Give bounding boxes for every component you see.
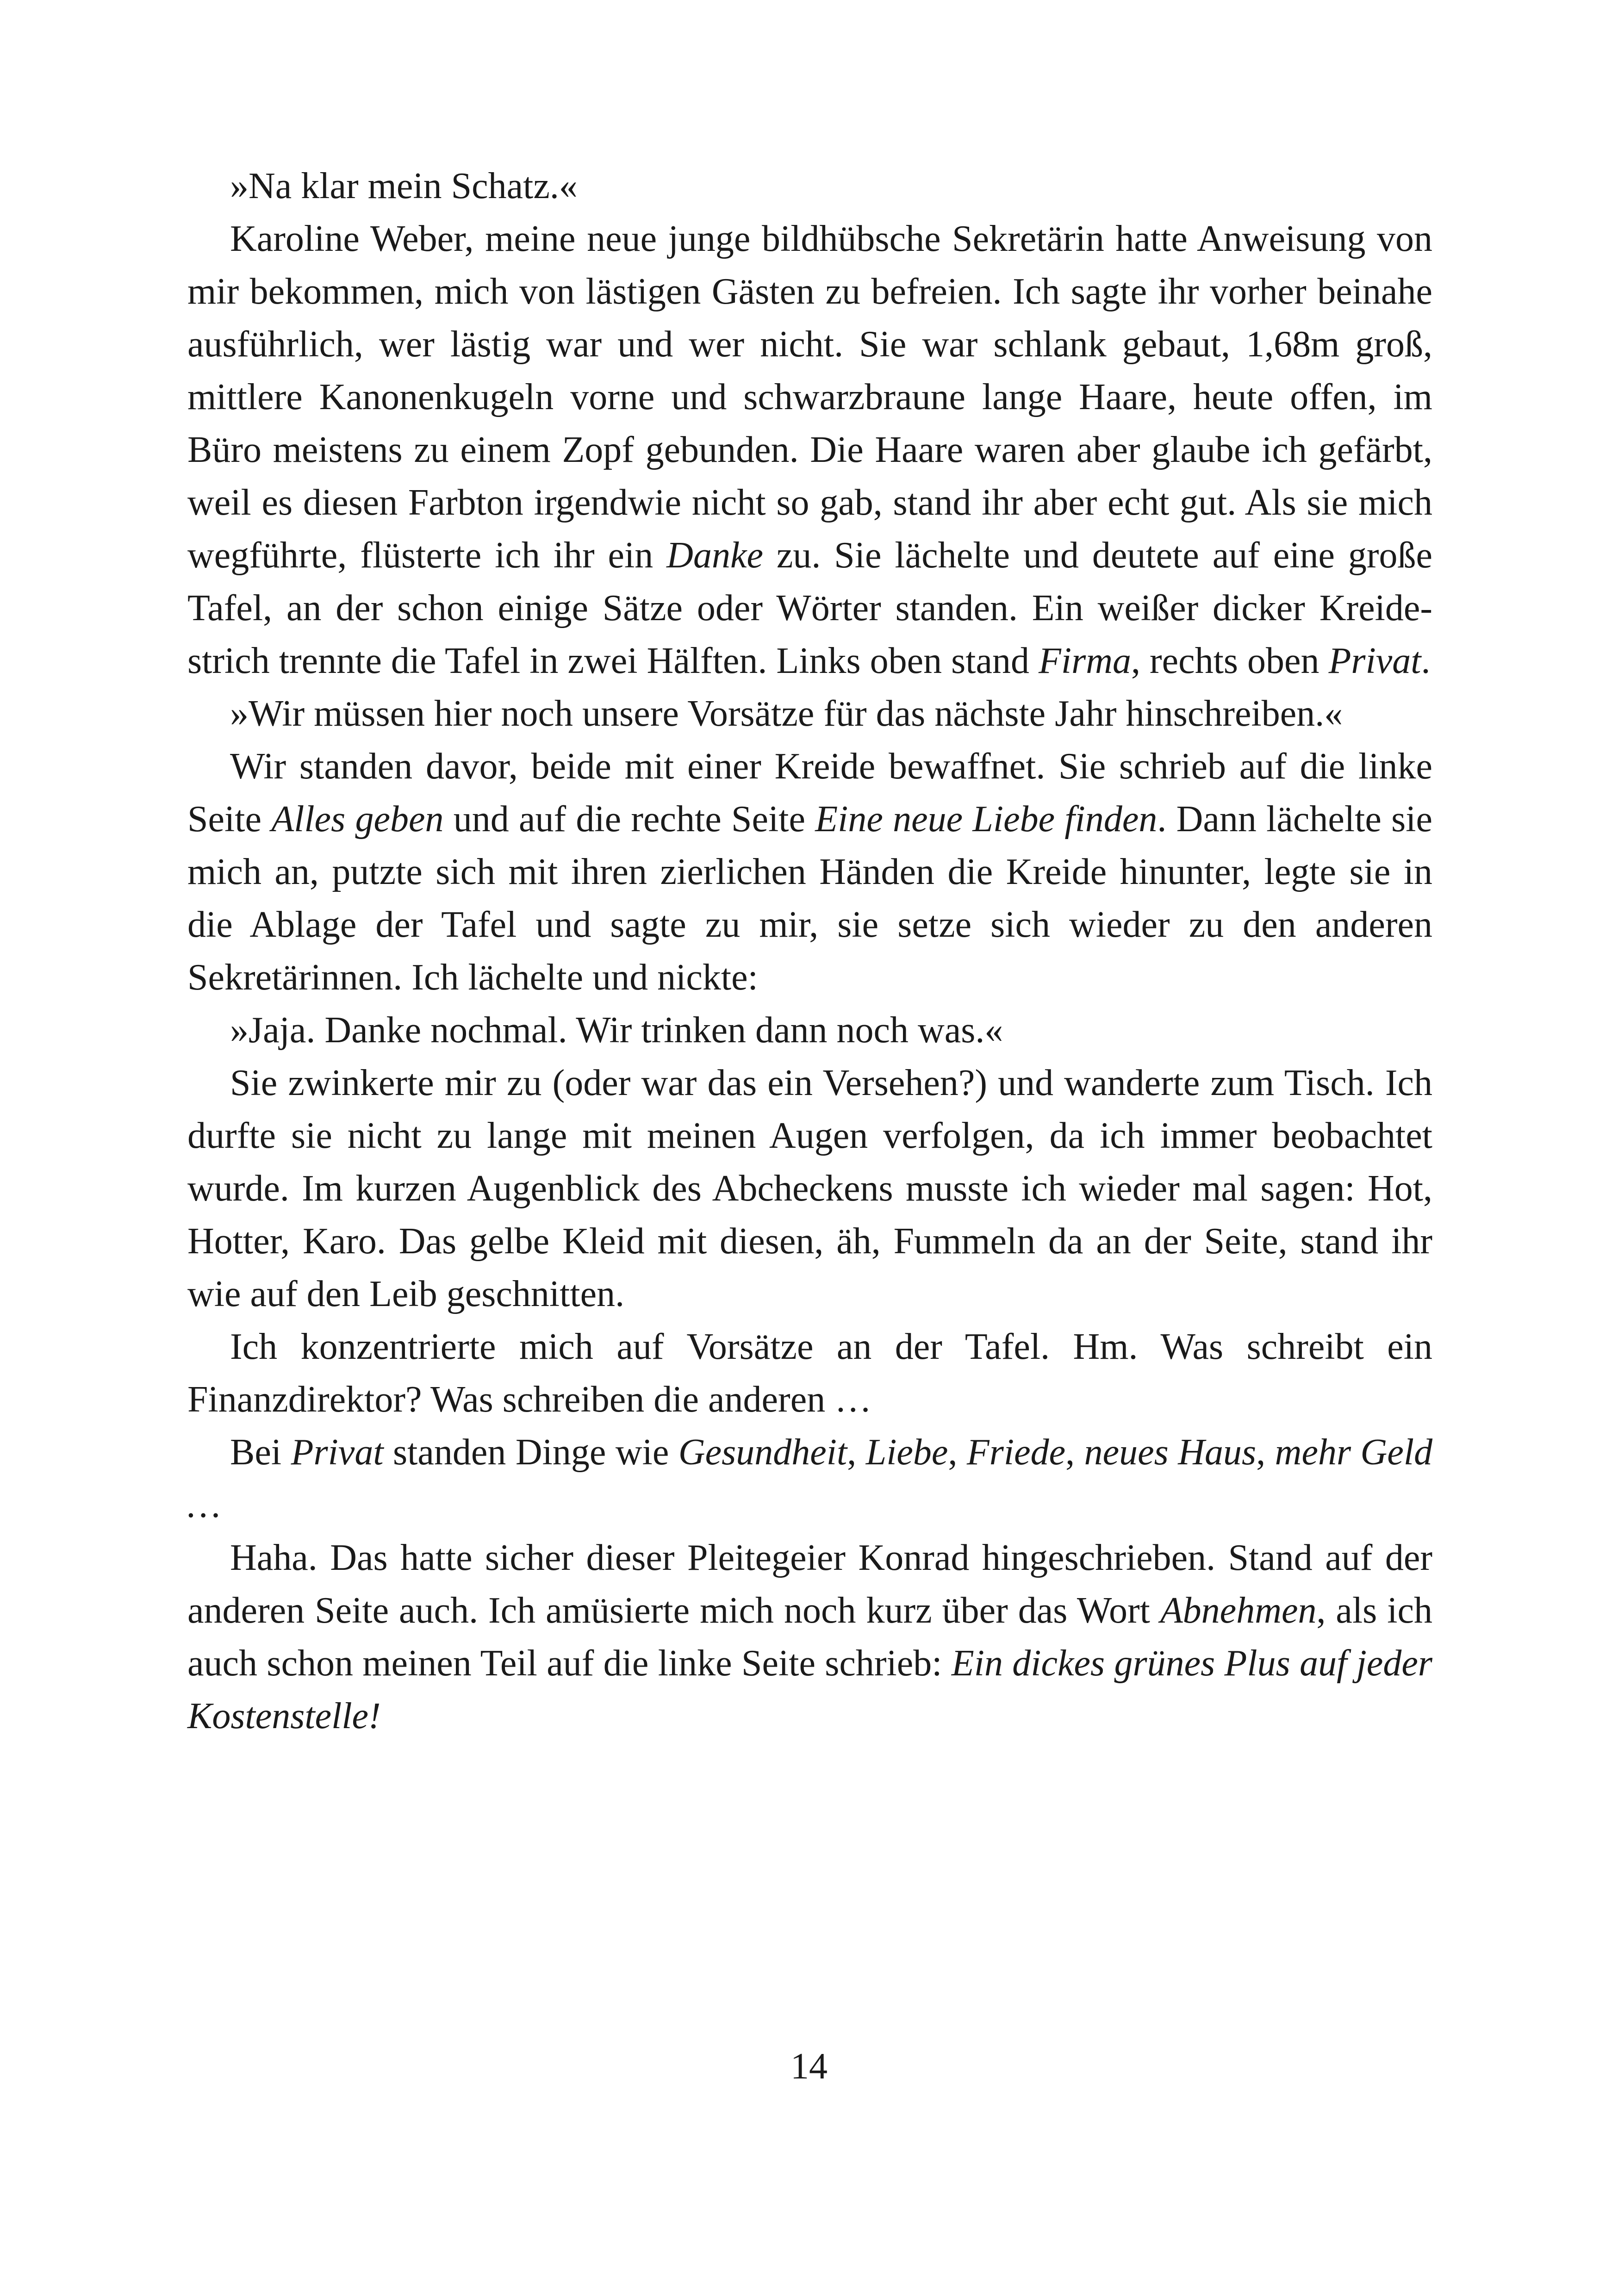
italic-text-segment: mehr Geld … (187, 1432, 1433, 1525)
italic-text-segment: Friede (966, 1432, 1066, 1473)
text-segment: Sie zwinkerte mir zu (oder war das ein Versehen?) und wanderte zum Tisch. Ich durfte sie nicht zu lange mit meinen Augen verfolgen, da ich immer beobachtet wurde. Im kurzen Augenblick des Abcheckens musste ich wieder mal sagen: Hot, Hotter, Karo. Das gelbe Kleid mit diesen, äh, Fummeln da an der Seite, stand ihr wie auf den Leib geschnitten. (187, 1063, 1432, 1314)
text-segment: , (1256, 1432, 1275, 1473)
paragraph (187, 1320, 1432, 1426)
paragraph (187, 1531, 1432, 1742)
italic-text-segment: Privat (291, 1432, 384, 1473)
paragraph (187, 1004, 1432, 1057)
text-segment: standen Dinge wie (383, 1432, 678, 1473)
italic-text-segment: Ein dickes grünes Plus auf jeder Kostenstelle! (187, 1643, 1433, 1736)
text-segment: , (847, 1432, 866, 1473)
text-segment: , rechts oben (1131, 641, 1329, 681)
paragraph (187, 740, 1432, 1004)
text-segment: »Jaja. Danke nochmal. Wir trinken dann noch was.« (230, 1010, 1003, 1051)
text-segment: . Dann lächelte sie mich an, putzte sich mit ihren zierlichen Händen die Kreide hinunter, legte sie in die Ablage der Tafel und sagte zu mir, sie setze sich wieder zu den anderen Sekretärinnen. Ich lächelte und nickte: (187, 799, 1433, 998)
italic-text-segment: Danke (666, 535, 763, 576)
text-segment: Bei (230, 1432, 291, 1473)
italic-text-segment: Liebe (865, 1432, 948, 1473)
text-segment: Ich konzentrierte mich auf Vorsätze an der Tafel. Hm. Was schreibt ein Finanzdirektor? Was schreiben die anderen … (187, 1326, 1432, 1420)
text-segment: , (948, 1432, 967, 1473)
italic-text-segment: Privat (1328, 641, 1421, 681)
italic-text-segment: Alles geben (271, 799, 444, 840)
paragraph (187, 1426, 1432, 1531)
text-segment: »Na klar mein Schatz.« (230, 166, 578, 206)
text-segment: »Wir müssen hier noch unsere Vorsätze für das nächste Jahr hinschreiben.« (230, 693, 1343, 734)
page-number: 14 (790, 2046, 828, 2087)
italic-text-segment: Eine neue Liebe finden (815, 799, 1157, 840)
body-text (187, 160, 1432, 1742)
italic-text-segment: Abnehmen (1160, 1590, 1317, 1631)
text-segment: Haha. Das hatte sicher dieser Pleitegeier Konrad hingeschrieben. Stand auf der anderen Seite auch. Ich amüsierte mich noch kurz über das Wort (187, 1537, 1432, 1631)
italic-text-segment: neues Haus (1084, 1432, 1257, 1473)
italic-text-segment: Firma (1039, 641, 1132, 681)
text-segment: , (1065, 1432, 1084, 1473)
italic-text-segment: Gesundheit (678, 1432, 847, 1473)
text-segment: und auf die rechte Seite (443, 799, 815, 840)
paragraph (187, 160, 1432, 212)
text-segment: Karoline Weber, meine neue junge bildhübsche Sekretärin hatte Anweisung von mir bekommen, mich von lästigen Gästen zu befreien. Ich sagte ihr vorher beinahe ausführlich, wer lästig war und wer nicht. Sie war schlank gebaut, 1,68m groß, mittlere Kanonenkugeln vorne und schwarzbraune lange Haare, heute offen, im Büro meistens zu einem Zopf gebunden. Die Haare waren aber glaube ich gefärbt, weil es diesen Farbton irgendwie nicht so gab, stand ihr aber echt gut. Als sie mich wegführte, flüsterte ich ihr ein (187, 218, 1432, 576)
text-segment: Wir standen davor, beide mit einer Kreide bewaffnet. Sie schrieb auf die linke Seite (187, 746, 1432, 840)
text-segment: . (1421, 641, 1431, 681)
text-segment: , als ich auch schon meinen Teil auf die linke Seite schrieb: (187, 1590, 1432, 1684)
text-segment: zu. Sie lächelte und deutete auf eine große Tafel, an der schon einige Sätze oder Wörter standen. Ein weißer dicker Kreidestrich trennte die Tafel in zwei Hälften. Links oben stand (187, 535, 1432, 681)
paragraph (187, 1057, 1432, 1320)
paragraph (187, 687, 1432, 740)
paragraph (187, 212, 1432, 687)
